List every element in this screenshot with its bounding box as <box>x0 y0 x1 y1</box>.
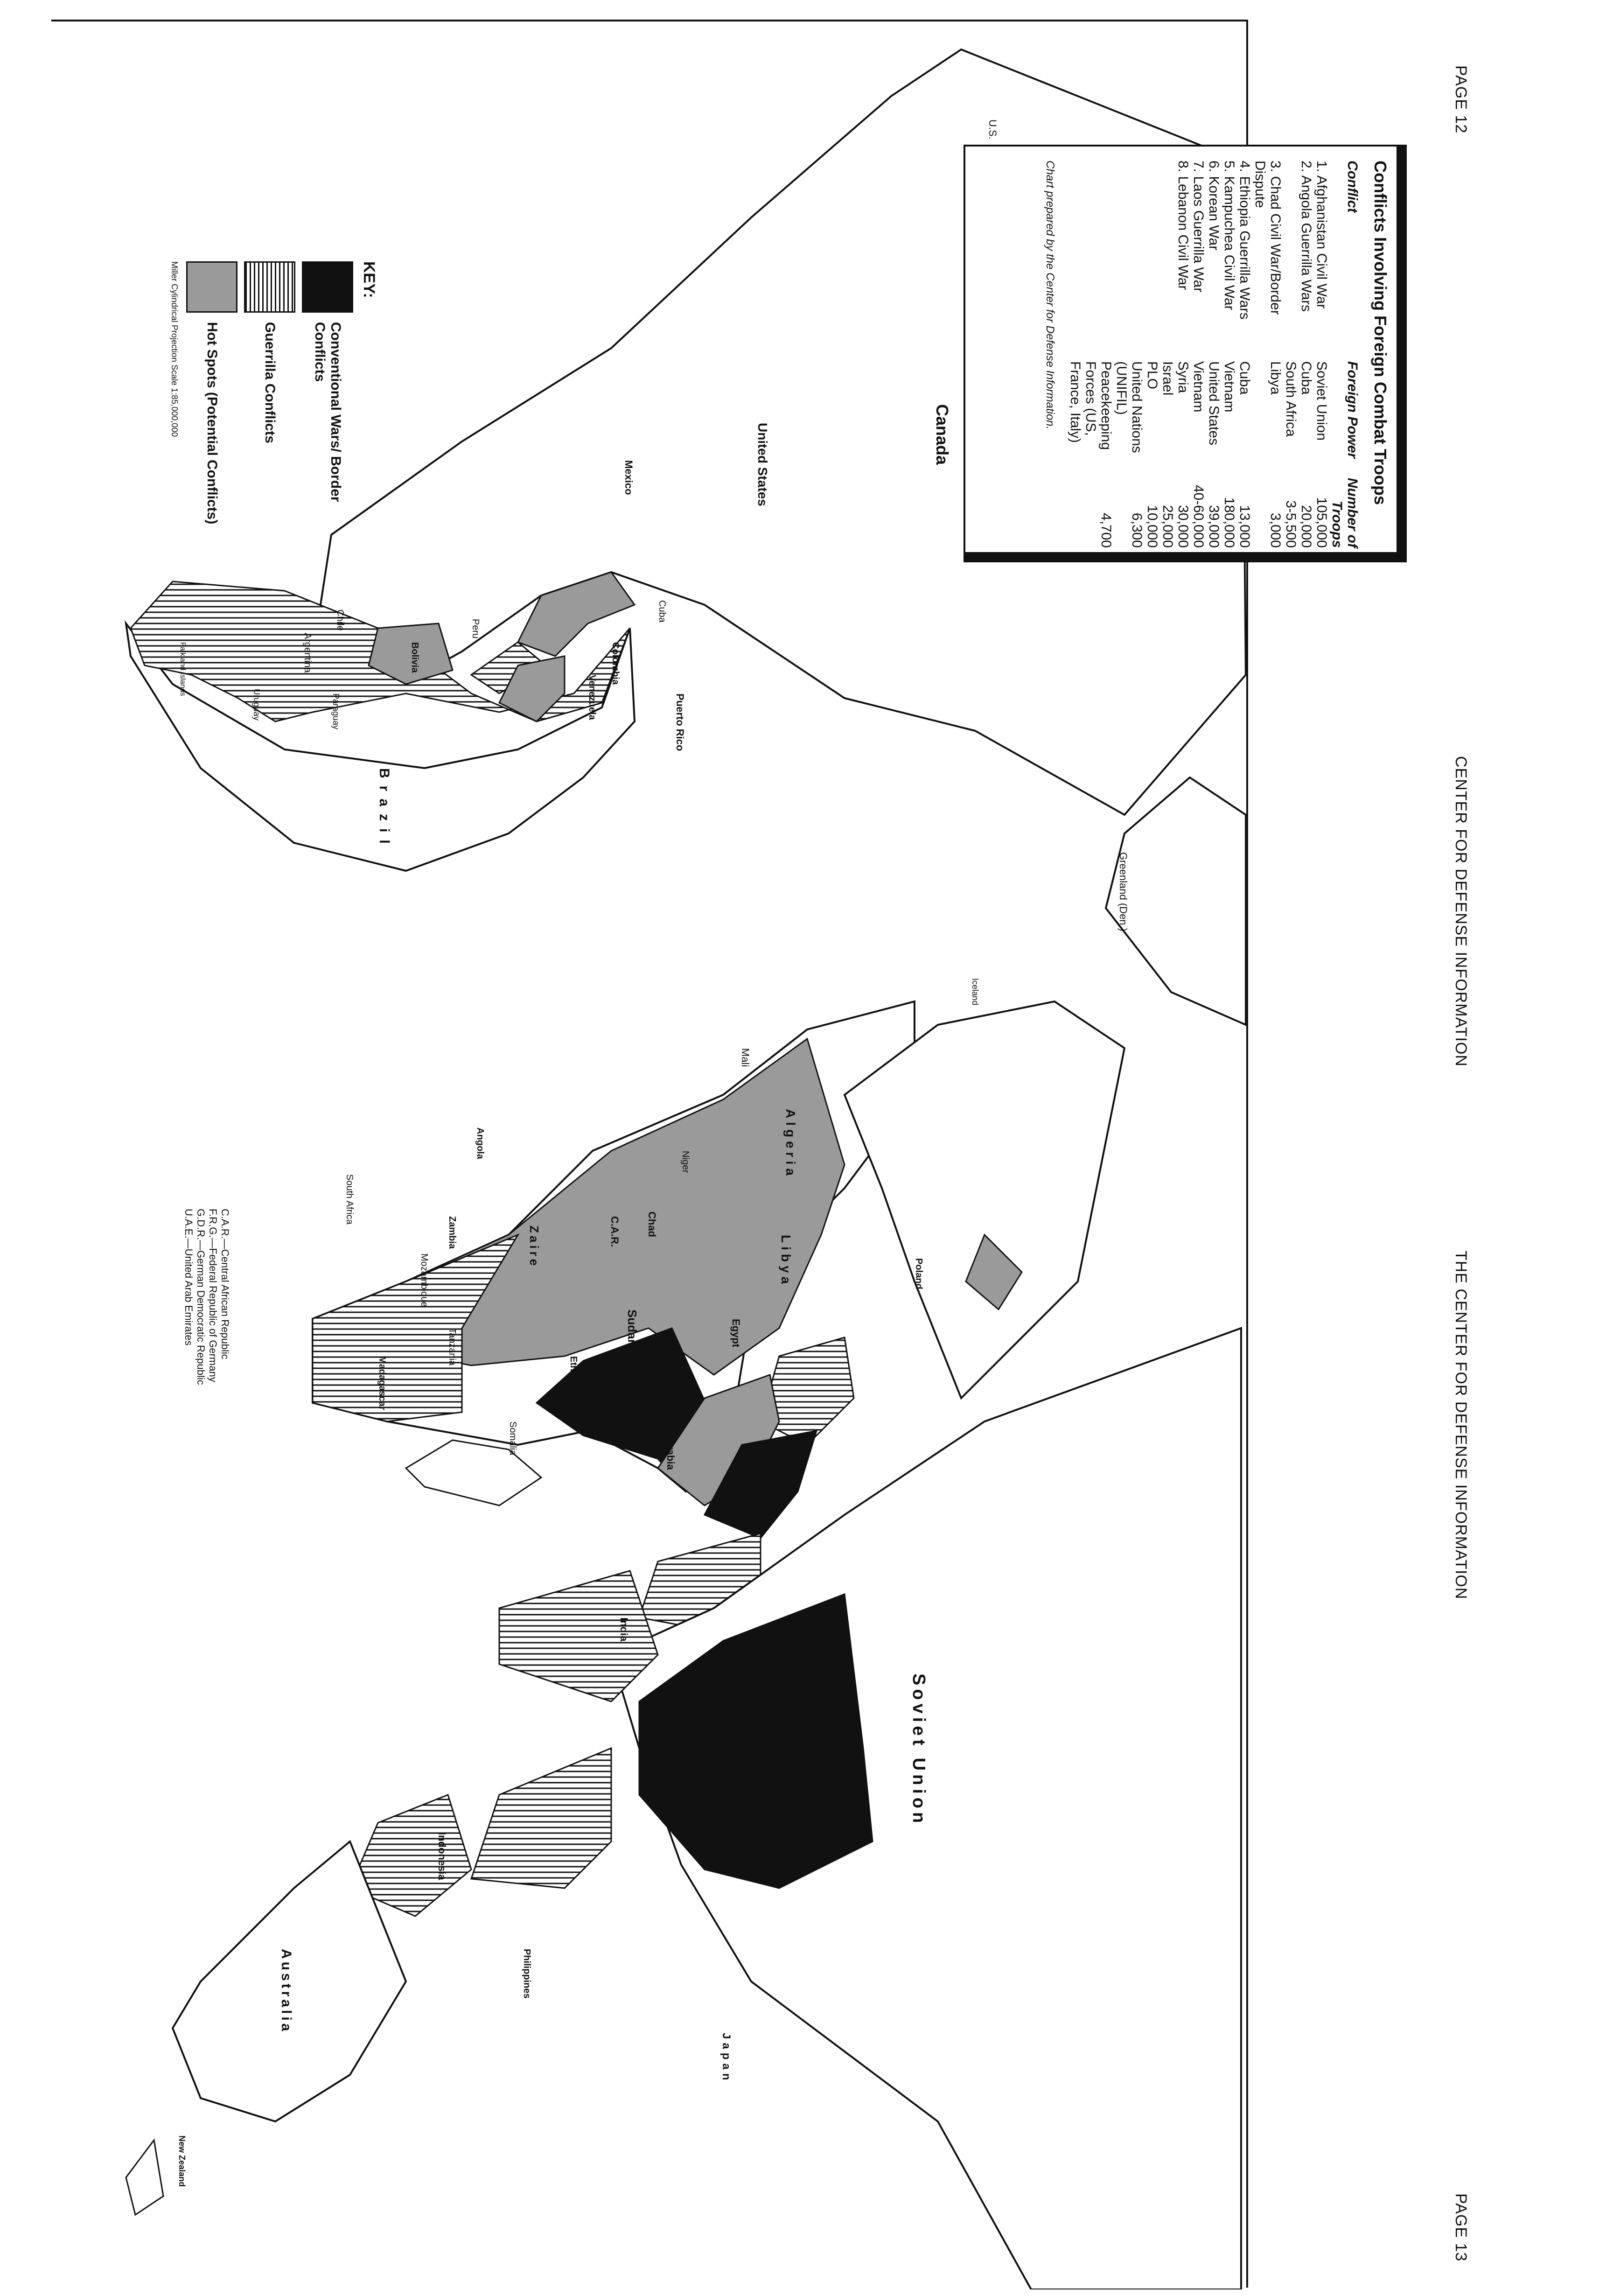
abbreviation-item: G.D.R.—German Democratic Republic <box>195 1209 207 1385</box>
new-zealand-landmass <box>126 2140 163 2215</box>
table-row: 2. Angola Guerrilla Wars Cuba 20,000 <box>1299 161 1314 548</box>
table-row: 4. Ethiopia Guerrilla Wars Cuba 13,000 <box>1237 161 1252 548</box>
table-header-row <box>1329 161 1360 548</box>
left-running-head: CENTER FOR DEFENSE INFORMATION <box>1452 756 1470 1067</box>
label-mexico: Mexico <box>623 460 635 495</box>
label-chile: Chile <box>335 609 345 631</box>
key-label-guerrilla: Guerrilla Conflicts <box>262 322 278 444</box>
label-uruguay: Uruguay <box>252 689 261 721</box>
conventional-swatch <box>302 261 353 313</box>
table-row: United Nations (UNIFIL) 6,300 <box>1114 361 1145 548</box>
table-row: South Africa 3-5,500 <box>1283 361 1299 548</box>
abbreviation-item: C.A.R.—Central African Republic <box>219 1209 231 1359</box>
left-page-number: PAGE 12 <box>1452 65 1470 134</box>
table-row: Israel 25,000 <box>1160 361 1175 548</box>
label-somalia: Somalia <box>508 1421 518 1456</box>
label-libya: Libya <box>779 1235 793 1288</box>
table-title: Conflicts Involving Foreign Combat Troops <box>1371 161 1390 505</box>
table-row: 8. Lebanon Civil War Syria 30,000 <box>1175 161 1191 548</box>
label-soviet-union: Soviet Union <box>909 1673 929 1827</box>
label-poland: Poland <box>914 1258 924 1289</box>
key-label-hot-spots: Hot Spots (Potential Conflicts) <box>204 322 220 525</box>
label-zaire: Zaire <box>527 1225 541 1269</box>
label-greenland: Greenland (Den.) <box>1117 852 1129 931</box>
table-row: 3. Chad Civil War/Border Dispute Libya 3,000 <box>1252 161 1283 548</box>
label-saudi-arabia: Saudi Arabia <box>665 1407 677 1470</box>
header-number-of-troops: Number of Troops <box>1329 478 1360 548</box>
label-australia: Australia <box>279 1949 294 2034</box>
header-foreign-power: Foreign Power <box>1345 361 1360 459</box>
label-egypt: Egypt <box>730 1319 742 1348</box>
label-sudan: Sudan <box>625 1309 639 1347</box>
label-india: India <box>618 1617 630 1642</box>
label-niger: Niger <box>680 1151 691 1173</box>
label-car: C.A.R. <box>609 1216 621 1247</box>
table-row: 5. Kampuchea Civil War Vietnam 180,000 <box>1222 161 1237 548</box>
abbreviation-item: U.A.E.—United Arab Emirates <box>183 1209 195 1346</box>
table-row: Peacekeeping Forces (US, France, Italy) 4,700 <box>1068 361 1114 548</box>
table-row: 7. Laos Guerrilla War Vietnam 40-60,000 <box>1191 161 1206 548</box>
label-indonesia: Indonesia <box>436 1832 448 1880</box>
foreign-troops-table <box>964 145 1407 562</box>
label-brazil: Brazil <box>377 768 392 851</box>
label-united-states: United States <box>755 423 770 506</box>
label-algeria: Algeria <box>783 1109 798 1179</box>
label-falkland: Falkland Islands <box>179 642 187 696</box>
table-body <box>1068 161 1329 548</box>
label-cuba: Cuba <box>657 600 667 623</box>
label-paraguay: Paraguay <box>331 693 341 730</box>
label-tanzania: Tanzania <box>447 1328 457 1366</box>
label-iceland: Iceland <box>971 978 980 1006</box>
label-chad: Chad <box>646 1211 658 1237</box>
label-angola: Angola <box>475 1127 485 1159</box>
label-peru: Peru <box>470 619 481 639</box>
table-row: PLO 10,000 <box>1145 361 1160 548</box>
table-row: 6. Korean War United States 39,000 <box>1206 161 1222 548</box>
hot-spots-swatch <box>186 261 237 313</box>
key-label-conventional: Conventional Wars/ Border Conflicts <box>312 322 343 502</box>
label-venezuela: Venezuela <box>587 675 597 720</box>
madagascar-landmass <box>406 1440 541 1505</box>
guerrilla-swatch <box>244 261 295 313</box>
label-mongolia: Mongolia <box>803 1757 817 1841</box>
label-zambia: Zambia <box>447 1216 457 1249</box>
abbreviation-item: F.R.G.—Federal Republic of Germany <box>207 1209 219 1382</box>
label-mali: Mali <box>740 1048 751 1067</box>
key-title: KEY: <box>360 261 378 298</box>
table-source-note: Chart prepared by the Center for Defense Information. <box>1044 161 1056 430</box>
projection-note: Miller Cylindrical Projection Scale 1:85,000,000 <box>170 261 179 437</box>
label-mozambique: Mozambique <box>419 1253 429 1307</box>
label-colombia: Colombia <box>610 642 621 685</box>
right-running-head: THE CENTER FOR DEFENSE INFORMATION <box>1452 1251 1470 1600</box>
label-japan: Japan <box>720 2033 733 2084</box>
label-madagascar: Madagascar <box>377 1356 387 1410</box>
label-ethiopia: Ethiopia <box>568 1356 579 1393</box>
label-philippines: Philippines <box>522 1949 532 1999</box>
right-page-number: PAGE 13 <box>1452 2193 1470 2262</box>
map-key <box>170 261 443 525</box>
key-row-hot-spots <box>186 261 237 551</box>
label-puerto-rico: Puerto Rico <box>674 693 686 751</box>
label-us: U.S. <box>987 119 999 140</box>
label-argentina: Argentina <box>302 633 313 673</box>
abbreviations-list <box>161 1209 231 1512</box>
key-row-conventional <box>302 261 353 551</box>
label-bolivia: Bolivia <box>410 642 420 673</box>
label-canada: Canada <box>933 404 952 465</box>
label-new-zealand: New Zealand <box>177 2135 187 2187</box>
header-conflict: Conflict <box>1345 161 1360 213</box>
table-row: 1. Afghanistan Civil War Soviet Union 105,000 <box>1314 161 1329 548</box>
key-row-guerrilla <box>244 261 295 551</box>
label-south-africa: South Africa <box>344 1174 355 1225</box>
southeast-asia-guerrilla <box>471 1748 611 1888</box>
